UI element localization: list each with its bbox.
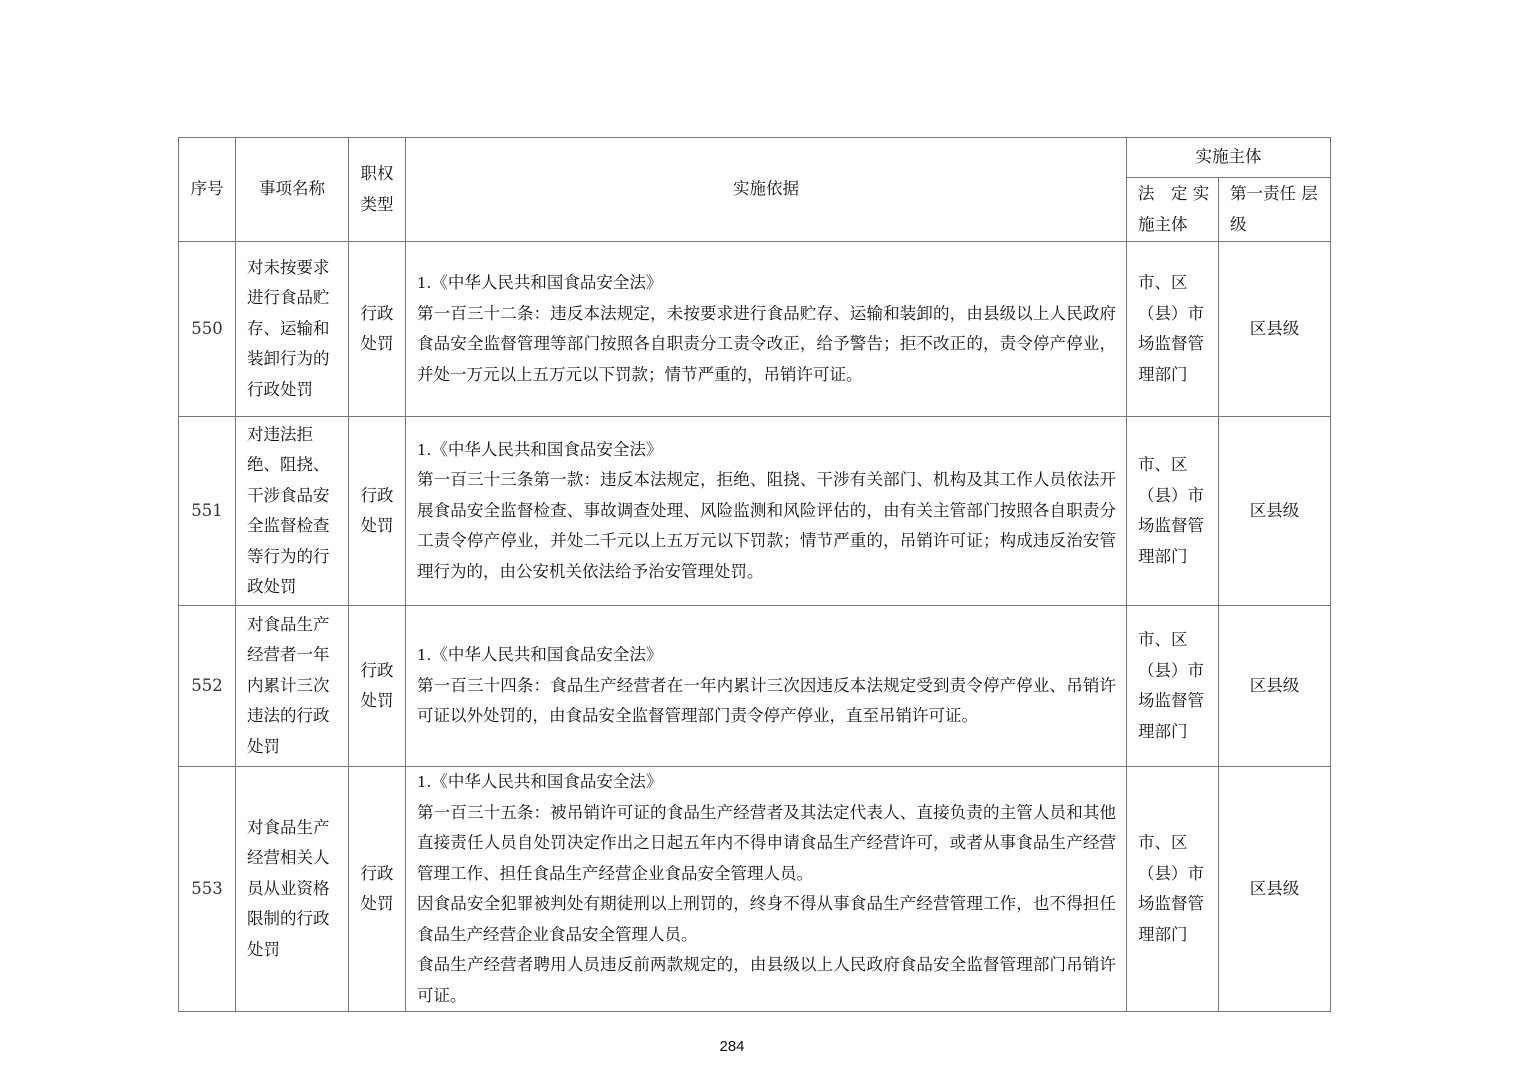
row-seq: 553	[179, 767, 236, 1012]
row-name: 对食品生产经营者一年内累计三次违法的行政处罚	[236, 606, 349, 767]
basis-paragraph: 第一百三十三条第一款：违反本法规定，拒绝、阻挠、干涉有关部门、机构及其工作人员依法开展食品安全监督检查、事故调查处理、风险监测和风险评估的，由有关主管部门按照各自职责分工责令停产停业，并处二千元以上五万元以下罚款；情节严重的，吊销许可证；构成违反治安管理行为的，由公安机关依法给予治安管理处罚。	[417, 470, 1116, 581]
row-seq: 552	[179, 606, 236, 767]
basis-paragraph: 第一百三十五条：被吊销许可证的食品生产经营者及其法定代表人、直接负责的主管人员和其他直接责任人员自处罚决定作出之日起五年内不得申请食品生产经营许可，或者从事食品生产经营管理工作、担任食品生产经营企业食品安全管理人员。	[417, 802, 1116, 883]
header-seq: 序号	[179, 138, 236, 242]
row-basis	[406, 767, 1127, 1012]
row-basis	[406, 242, 1127, 417]
table-row	[179, 242, 1331, 417]
header-first-level: 第一责任 层级	[1219, 178, 1331, 242]
basis-title-line	[417, 435, 1116, 466]
basis-paragraph: 因食品安全犯罪被判处有期徒刑以上刑罚的，终身不得从事食品生产经营管理工作，也不得担任食品生产经营企业食品安全管理人员。	[417, 894, 1116, 944]
table-row	[179, 417, 1331, 606]
header-type: 职权类型	[349, 138, 406, 242]
basis-title-line	[417, 268, 1116, 299]
row-name: 对食品生产经营相关人员从业资格限制的行政处罚	[236, 767, 349, 1012]
row-subject: 市、区（县）市场监督管理部门	[1127, 417, 1219, 606]
basis-title: 《中华人民共和国食品安全法》	[431, 439, 663, 459]
row-level: 区县级	[1219, 606, 1331, 767]
basis-num: 1.	[417, 646, 432, 665]
row-subject: 市、区（县）市场监督管理部门	[1127, 767, 1219, 1012]
authority-table	[178, 137, 1331, 1012]
row-type: 行政处罚	[349, 767, 406, 1012]
basis-title: 《中华人民共和国食品安全法》	[431, 772, 663, 791]
row-seq: 550	[179, 242, 236, 417]
row-level: 区县级	[1219, 767, 1331, 1012]
row-basis	[406, 417, 1127, 606]
row-name: 对违法拒绝、阻挠、干涉食品安全监督检查等行为的行政处罚	[236, 417, 349, 606]
basis-paragraph: 第一百三十二条：违反本法规定，未按要求进行食品贮存、运输和装卸的，由县级以上人民政府食品安全监督管理等部门按照各自职责分工责令改正，给予警告；拒不改正的，责令停产停业，并处一万元以上五万元以下罚款；情节严重的，吊销许可证。	[417, 303, 1116, 384]
basis-num: 1.	[417, 440, 432, 459]
basis-num: 1.	[417, 773, 432, 791]
row-basis	[406, 606, 1127, 767]
row-level: 区县级	[1219, 242, 1331, 417]
basis-title-line	[417, 640, 1116, 671]
header-legal-subject: 法 定 实施主体	[1127, 178, 1219, 242]
page-number: 284	[719, 1038, 745, 1055]
basis-title: 《中华人民共和国食品安全法》	[431, 645, 663, 665]
table-row	[179, 767, 1331, 1012]
row-type: 行政处罚	[349, 606, 406, 767]
header-subject: 实施主体	[1127, 138, 1331, 178]
basis-title-line	[417, 767, 1116, 798]
basis-num: 1.	[417, 274, 432, 292]
basis-title: 《中华人民共和国食品安全法》	[431, 273, 663, 292]
row-subject: 市、区（县）市场监督管理部门	[1127, 606, 1219, 767]
row-level: 区县级	[1219, 417, 1331, 606]
header-name: 事项名称	[236, 138, 349, 242]
basis-paragraph: 第一百三十四条：食品生产经营者在一年内累计三次因违反本法规定受到责令停产停业、吊销许可证以外处罚的，由食品安全监督管理部门责令停产停业，直至吊销许可证。	[417, 675, 1116, 726]
row-name: 对未按要求进行食品贮存、运输和装卸行为的行政处罚	[236, 242, 349, 417]
row-type: 行政处罚	[349, 242, 406, 417]
table-row	[179, 606, 1331, 767]
row-subject: 市、区（县）市场监督管理部门	[1127, 242, 1219, 417]
header-basis: 实施依据	[406, 138, 1127, 242]
row-seq: 551	[179, 417, 236, 606]
row-type: 行政处罚	[349, 417, 406, 606]
basis-paragraph: 食品生产经营者聘用人员违反前两款规定的，由县级以上人民政府食品安全监督管理部门吊销许可证。	[417, 955, 1116, 1005]
